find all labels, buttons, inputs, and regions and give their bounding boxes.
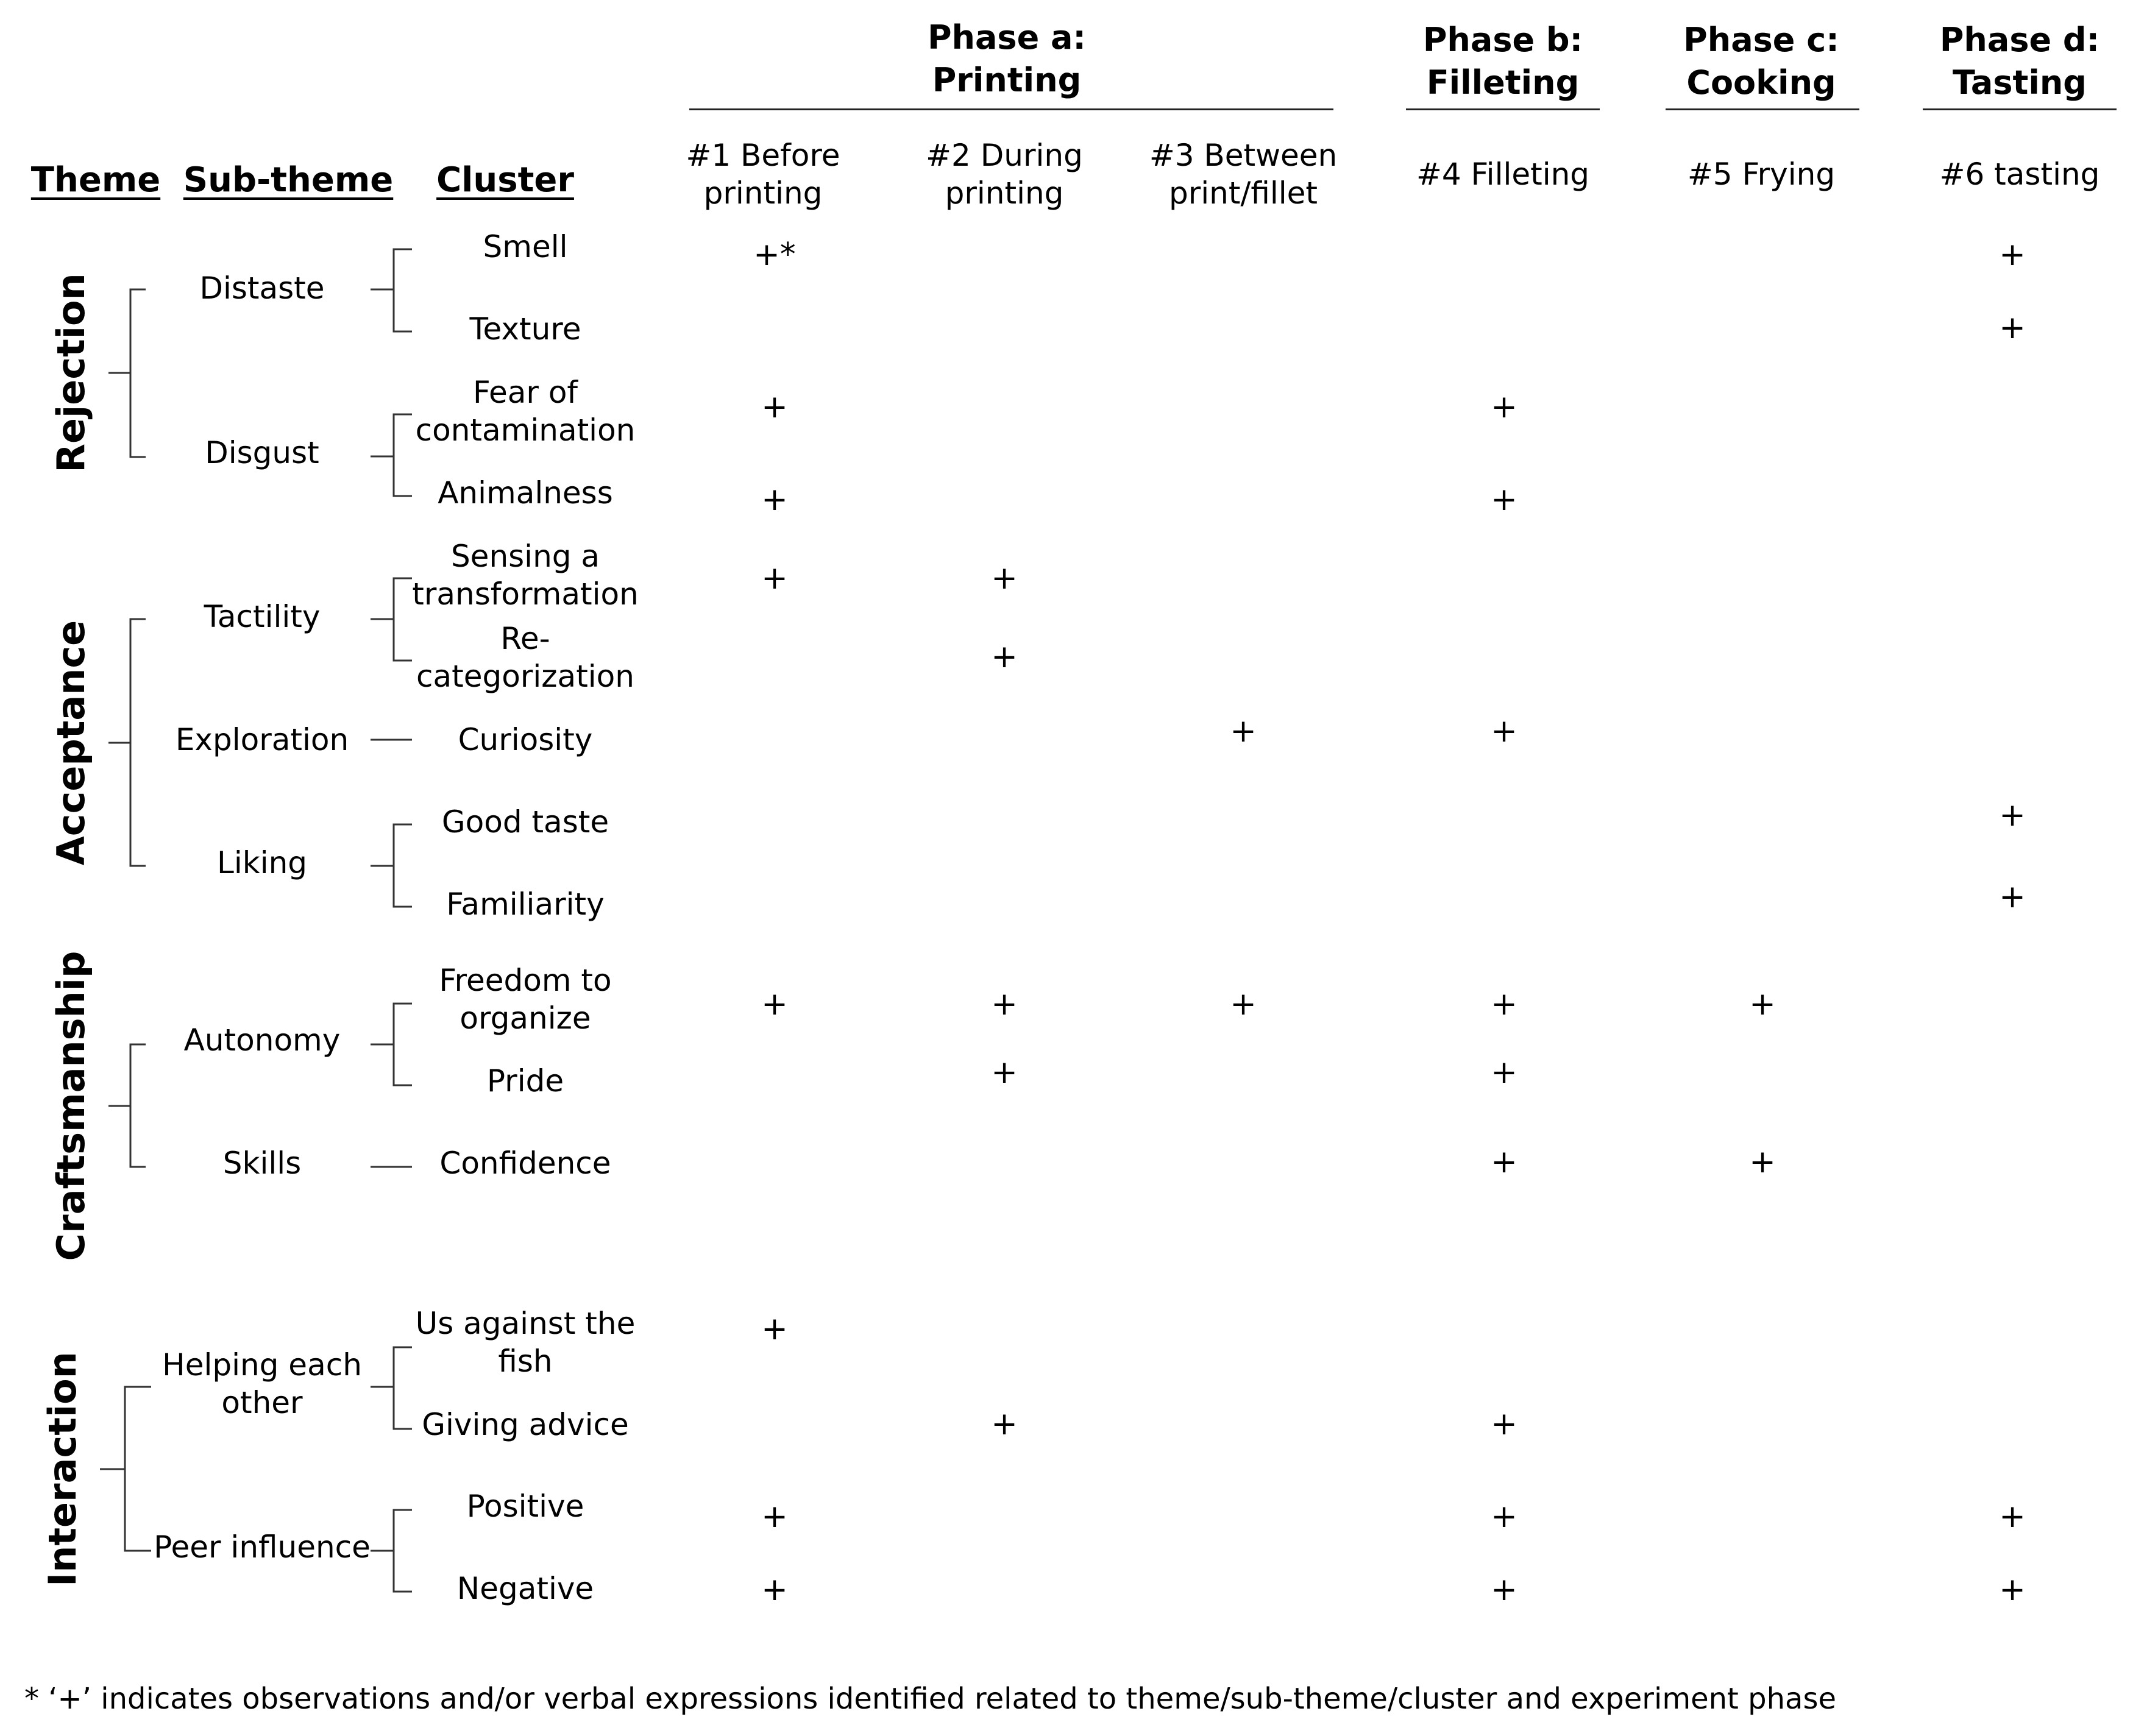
subtheme-bracket — [371, 249, 412, 331]
plus-mark: + — [991, 560, 1018, 597]
subtheme-label: Autonomy — [183, 1022, 341, 1058]
cluster-label: Confidence — [439, 1146, 611, 1181]
subtheme-bracket — [371, 578, 412, 661]
subtheme-bracket — [371, 1347, 412, 1429]
cluster-label: Freedom to organize — [439, 963, 612, 1036]
plus-mark: + — [991, 1054, 1018, 1091]
subtheme-label: Distaste — [199, 271, 325, 306]
plus-mark: + — [1999, 310, 2026, 346]
cluster-label: Fear of contamination — [415, 375, 636, 448]
plus-mark: + — [761, 560, 788, 597]
subtheme-label: Liking — [216, 845, 308, 880]
column-header: #3 Between print/fillet — [1149, 138, 1338, 211]
plus-mark: + — [761, 481, 788, 518]
theme-bracket — [108, 289, 146, 457]
plus-mark: + — [1491, 1144, 1517, 1180]
plus-mark: + — [1749, 986, 1776, 1022]
cluster-label: Giving advice — [422, 1407, 629, 1442]
plus-mark: + — [991, 1406, 1018, 1442]
column-header: #2 During printing — [926, 138, 1083, 211]
theme-label: Craftsmanship — [49, 951, 93, 1261]
plus-mark: + — [761, 1311, 788, 1347]
column-header: #1 Before printing — [686, 138, 840, 211]
plus-mark: + — [1491, 1571, 1517, 1608]
plus-mark: + — [1491, 1498, 1517, 1535]
footnote: * ‘+’ indicates observations and/or verbal expressions identified related to theme/sub-theme/cluster and experiment phase — [24, 1682, 1836, 1716]
cluster-label: Curiosity — [458, 722, 593, 757]
cluster-label: Re- categorization — [416, 621, 634, 694]
subtheme-label: Helping each other — [162, 1347, 362, 1420]
plus-mark: + — [1999, 1571, 2026, 1608]
cluster-label: Positive — [466, 1489, 584, 1524]
subtheme-label: Exploration — [175, 722, 349, 757]
phase-a-header: Phase a: Printing — [927, 18, 1087, 99]
theme-label: Interaction — [40, 1352, 85, 1587]
subtheme-label: Skills — [222, 1146, 302, 1181]
cluster-label: Smell — [483, 229, 568, 264]
subtheme-header: Sub-theme — [183, 160, 394, 200]
plus-mark: + — [1999, 879, 2026, 915]
subtheme-bracket — [371, 414, 412, 496]
theme-label: Acceptance — [49, 620, 93, 866]
plus-mark: + — [1230, 713, 1257, 749]
theme-bracket — [100, 1387, 151, 1551]
theme-header: Theme — [30, 160, 161, 200]
cluster-label: Familiarity — [446, 887, 605, 922]
plus-mark: + — [761, 1571, 788, 1608]
phase-c-header: Phase c: Cooking — [1683, 21, 1839, 102]
column-header: #5 Frying — [1687, 157, 1836, 192]
cluster-label: Negative — [456, 1571, 594, 1606]
plus-mark: + — [761, 986, 788, 1022]
theme-bracket — [108, 619, 146, 866]
cluster-label: Sensing a transformation — [412, 539, 639, 612]
subtheme-label: Peer influence — [154, 1529, 371, 1565]
plus-mark: + — [1491, 1054, 1517, 1091]
subtheme-bracket — [371, 1510, 412, 1592]
phase-b-header: Phase b: Filleting — [1422, 21, 1583, 102]
theme-bracket — [108, 1044, 146, 1167]
plus-mark: + — [761, 389, 788, 425]
cluster-label: Animalness — [438, 475, 613, 511]
theme-label: Rejection — [49, 273, 93, 473]
plus-mark: + — [1999, 1498, 2026, 1535]
plus-mark: + — [991, 639, 1018, 675]
plus-mark: + — [1491, 986, 1517, 1022]
plus-mark: + — [1999, 797, 2026, 834]
column-header: #6 tasting — [1939, 157, 2100, 192]
cluster-label: Pride — [486, 1063, 564, 1099]
plus-mark: + — [1749, 1144, 1776, 1180]
cluster-label: Us against the fish — [415, 1306, 636, 1379]
subtheme-bracket — [371, 824, 412, 907]
column-header: #4 Filleting — [1416, 157, 1590, 192]
plus-mark: + — [1491, 1406, 1517, 1442]
phase-d-header: Phase d: Tasting — [1939, 21, 2100, 102]
plus-mark: + — [991, 986, 1018, 1022]
plus-mark: + — [1491, 389, 1517, 425]
plus-mark: + — [761, 1498, 788, 1535]
subtheme-label: Tactility — [204, 599, 321, 634]
cluster-label: Texture — [469, 311, 581, 347]
plus-mark: + — [1491, 713, 1517, 749]
subtheme-bracket — [371, 1004, 412, 1085]
plus-mark: + — [1230, 986, 1257, 1022]
plus-mark: +* — [753, 236, 796, 273]
plus-mark: + — [1999, 236, 2026, 273]
subtheme-label: Disgust — [205, 435, 319, 470]
cluster-label: Good taste — [441, 804, 609, 840]
cluster-header: Cluster — [436, 160, 574, 200]
plus-mark: + — [1491, 481, 1517, 518]
